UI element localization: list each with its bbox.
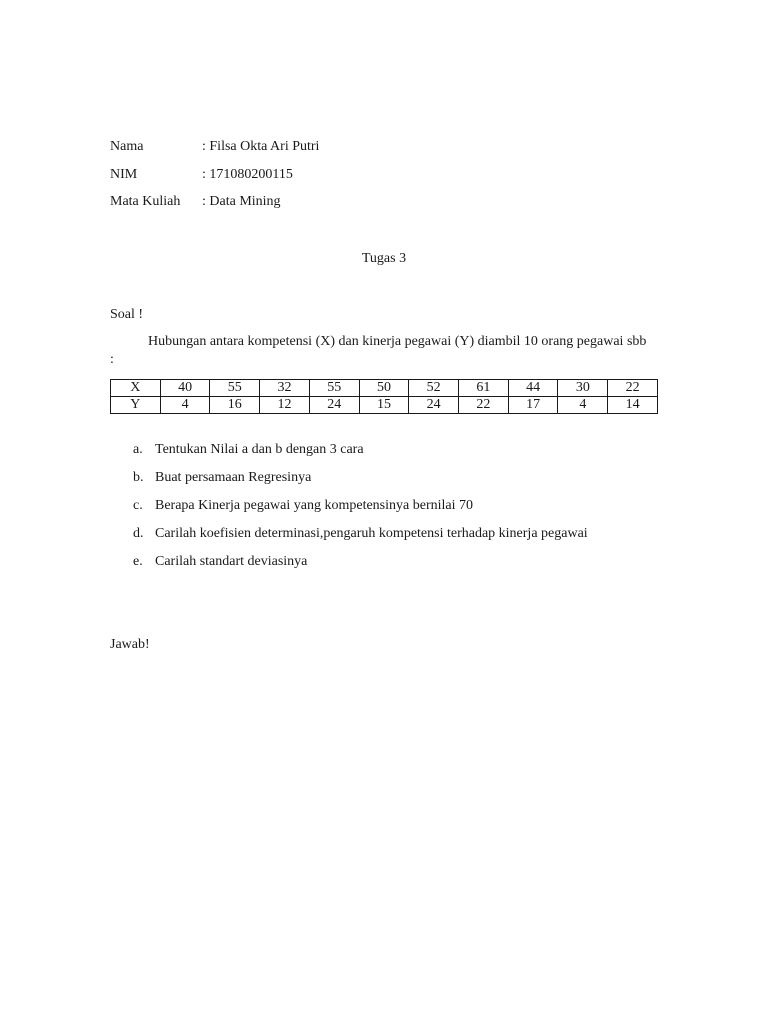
info-value: : Data Mining [202,194,281,209]
table-cell: 16 [210,397,260,414]
table-cell: 24 [309,397,359,414]
table-cell: 4 [558,397,608,414]
table-cell: 32 [260,380,310,397]
table-cell: 30 [558,380,608,397]
question-text: Carilah koefisien determinasi,pengaruh kompetensi terhadap kinerja pegawai [155,526,588,541]
table-row [111,380,658,397]
questions-list [110,440,588,580]
table-cell: 40 [160,380,210,397]
info-row-mata-kuliah [110,192,281,212]
question-item [110,468,588,496]
question-text: Berapa Kinerja pegawai yang kompetensinya bernilai 70 [155,498,473,513]
document-title: Tugas 3 [361,251,407,266]
table-cell: 12 [260,397,310,414]
info-label: Mata Kuliah [110,194,181,209]
soal-intro-paragraph: Hubungan antara kompetensi (X) dan kinerja pegawai (Y) diambil 10 orang pegawai sbb : [110,334,647,367]
jawab-heading: Jawab! [110,637,150,652]
table-cell: 14 [608,397,658,414]
data-table [110,379,658,414]
info-label: Nama [110,139,144,154]
info-row-nama [110,137,319,157]
table-row [111,397,658,414]
table-cell: 4 [160,397,210,414]
question-item [110,524,588,552]
table-cell: 50 [359,380,409,397]
question-text: Buat persamaan Regresinya [155,470,312,485]
question-text: Carilah standart deviasinya [155,554,308,569]
question-marker: c. [133,498,143,513]
table-cell: 24 [409,397,459,414]
table-cell: 17 [508,397,558,414]
table-cell: 55 [210,380,260,397]
table-cell: 22 [459,397,509,414]
question-marker: d. [133,526,144,541]
info-label: NIM [110,167,138,182]
info-value: : Filsa Okta Ari Putri [202,139,320,154]
table-cell: 61 [459,380,509,397]
question-item [110,496,588,524]
table-cell: 22 [608,380,658,397]
table-row-header: Y [111,397,161,414]
question-item [110,440,588,468]
table-cell: 55 [309,380,359,397]
question-marker: b. [133,470,144,485]
table-row-header: X [111,380,161,397]
question-item [110,552,588,580]
question-marker: a. [133,442,143,457]
table-cell: 15 [359,397,409,414]
info-row-nim [110,165,293,185]
question-text: Tentukan Nilai a dan b dengan 3 cara [155,442,364,457]
soal-heading: Soal ! [110,307,144,322]
table-cell: 52 [409,380,459,397]
info-value: : 171080200115 [202,167,293,182]
table-cell: 44 [508,380,558,397]
question-marker: e. [133,554,143,569]
